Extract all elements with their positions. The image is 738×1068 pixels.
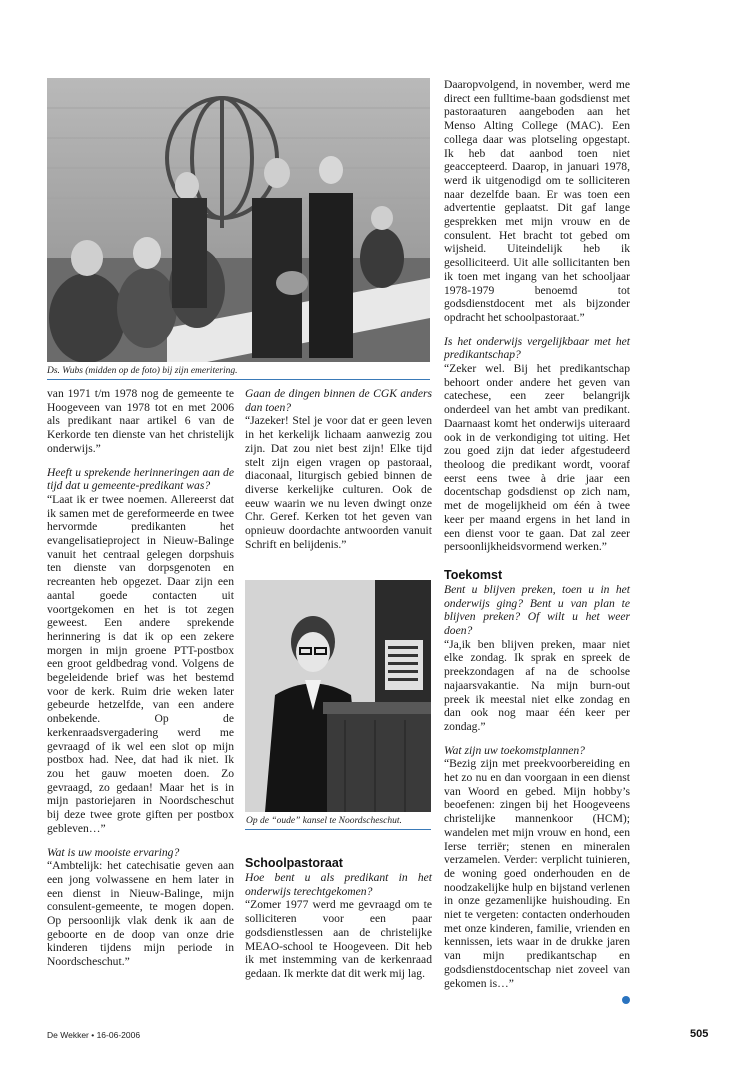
- caption-rule: [47, 379, 430, 380]
- interview-answer: “Zeker wel. Bij het predikantschap behoort onder andere het geven van catechese, een zeer belangrijk onderdeel van het ambt van predikant. Daarnaast komt het onderwijs uiteraard ook in de verkondiging tot uiting. Het zou goed zijn dat ieder afgestudeerd theoloog die predikant wordt, vooraf eerst eens twee à drie jaar een docentschap godsdienst op zich nam, met de mogelijkheid om één à twee keer per maand ergens in het land in een dienst voor te gaan. Dat zal zeer persoonlijkheidsvormend werken.”: [444, 362, 630, 554]
- column-2-bottom: [245, 856, 432, 981]
- end-of-article-bullet-icon: [622, 996, 630, 1004]
- interview-question: Is het onderwijs vergelijkbaar met het predikantschap?: [444, 334, 630, 362]
- paragraph: van 1971 t/m 1978 nog de gemeente te Hoogeveen van 1978 tot en met 2006 als predikant naar artikel 6 van de Kerkorde ten dienste van het christelijk onderwijs.”: [47, 387, 234, 455]
- top-photo: [47, 78, 430, 362]
- section-heading-toekomst: Toekomst: [444, 567, 503, 582]
- pulpit-photo-caption: Op de “oude” kansel te Noordscheschut.: [246, 816, 402, 826]
- caption-rule: [245, 829, 431, 830]
- column-1: [47, 387, 234, 969]
- interview-answer: “Jazeker! Stel je voor dat er geen leven in het kerkelijk lichaam aanwezig zou zijn. Dat zou niet best zijn! Elke tijd stelt zijn eigen vragen op pastoraal, diaconaal, liturgisch gebied binnen de diverse kerkelijke culturen. Ook de eeuw waarin we nu leven dwingt onze Chr. Geref. Kerken tot het geven van opnieuw doordachte antwoorden vanuit Schrift en belijdenis.”: [245, 414, 432, 551]
- pulpit-photo: [245, 580, 431, 812]
- interview-question: Wat is uw mooiste ervaring?: [47, 845, 180, 859]
- interview-question: Gaan de dingen binnen de CGK anders dan toen?: [245, 387, 432, 414]
- top-photo-caption: Ds. Wubs (midden op de foto) bij zijn emeritering.: [47, 366, 238, 376]
- interview-answer: “Ja,ik ben blijven preken, maar niet elke zondag. Ik sprak en spreek de preekzondagen af na de schoolse najaarsvakantie. Na mijn burn-out preek ik meestal niet elke zondag en dan ook nog maar één keer per zondag.”: [444, 637, 630, 733]
- page-number: 505: [690, 1028, 709, 1040]
- interview-answer: “Zomer 1977 werd me gevraagd om te solliciteren voor een paar godsdienstlessen aan de christelijke MEAO-school te Hoogeveen. Dit heb ik met instemming van de kerkenraad gedaan. Ik merkte dat dit werk mij lag.: [245, 898, 432, 980]
- column-3: [444, 78, 630, 1006]
- interview-answer: “Laat ik er twee noemen. Allereerst dat ik samen met de gereformeerde en twee hervormde predikanten het evangelisatieproject in Nieuw-Balinge vanuit het centraal gelegen dorpshuis ten dienste van dorpsgenoten en recreanten heb opgezet. Daar zijn een aantal goede contacten uit voortgekomen en het is tot zegen geweest. Een andere sprekende herinnering is dat ik op een zekere morgen in mijn groene PTT-postbox een groot geldbedrag vond. Volgens de begeleidende brief was het bestemd voor de kerk. Ruim drie weken later gebeurde hetzelfde, van een andere onbekende. Op de kerkenraadsvergadering werd me gevraagd of ik wel een slot op mijn postbox had. Nee, dat had ik niet. Ik zou het gauw moeten doen. Zo gevraagd, zo gedaan! Maar het is in mijn pastoriejaren in Noordscheschut bij deze twee grote giften per postbox gebleven…”: [47, 492, 234, 835]
- interview-question: Bent u blijven preken, toen u in het onderwijs ging? Bent u van plan te blijven preken? Of wilt u het weer doen?: [444, 582, 630, 638]
- section-heading-schoolpastoraat: Schoolpastoraat: [245, 856, 343, 870]
- interview-answer: “Ambtelijk: het catechisatie geven aan een jong volwassene en hem later in een dienst in Nieuw-Balinge, mijn consulent-gemeente, te mogen dopen. Op persoonlijk vlak denk ik aan de geboorte en de doop van onze drie kinderen tijdens mijn periode in Noordscheschut.”: [47, 859, 234, 969]
- column-2-top: [245, 387, 432, 551]
- footer-publication: De Wekker • 16-06-2006: [47, 1030, 141, 1040]
- interview-question: Heeft u sprekende herinneringen aan de tijd dat u gemeente-predikant was?: [47, 465, 234, 493]
- interview-answer: “Bezig zijn met preekvoorbereiding en het zo nu en dan voorgaan in een dienst van Woord en gebed. Mijn hobby’s beoefenen: zingen bij het Hoogeveens christelijke mannenkoor (HCM); wandelen met mijn vrouw en hond, een Ierse terriër; stenen en mineralen verzamelen. Verder: verplicht tuinieren, de woning goed onderhouden en de noodzakelijke hulp en bijstand verlenen in onze gezamenlijke huishouding. En niet te vergeten: contacten onderhouden met onze kinderen, familie, vrienden en kennissen, iets waar in de drukke jaren van mijn predikantschap en godsdienstdocentschap niet zoveel van gekomen is…”: [444, 757, 630, 990]
- interview-question: Wat zijn uw toekomstplannen?: [444, 743, 585, 757]
- paragraph: Daaropvolgend, in november, werd me direct een fulltime-baan godsdienst met pastoraaturen aangeboden aan het Menso Alting College (MAC). Een collega daar was plotseling opgestapt. Ik heb dat aanbod toen niet geaccepteerd. Daarop, in januari 1978, werd ik uitgenodigd om te solliciteren naar dezelfde baan. Er was toen een advertentie geplaatst. Dit gaf lange gesprekken met mijn vrouw en de consulent. Het bracht tot gebed om wijsheid. Uiteindelijk heb ik gesolliciteerd. Uit alle sollicitanten ben ik toen met ingang van het schooljaar 1978-1979 benoemd tot godsdienstdocent met als bijzonder opdracht het schoolpastoraat.”: [444, 78, 630, 324]
- interview-question: Hoe bent u als predikant in het onderwijs terechtgekomen?: [245, 871, 432, 898]
